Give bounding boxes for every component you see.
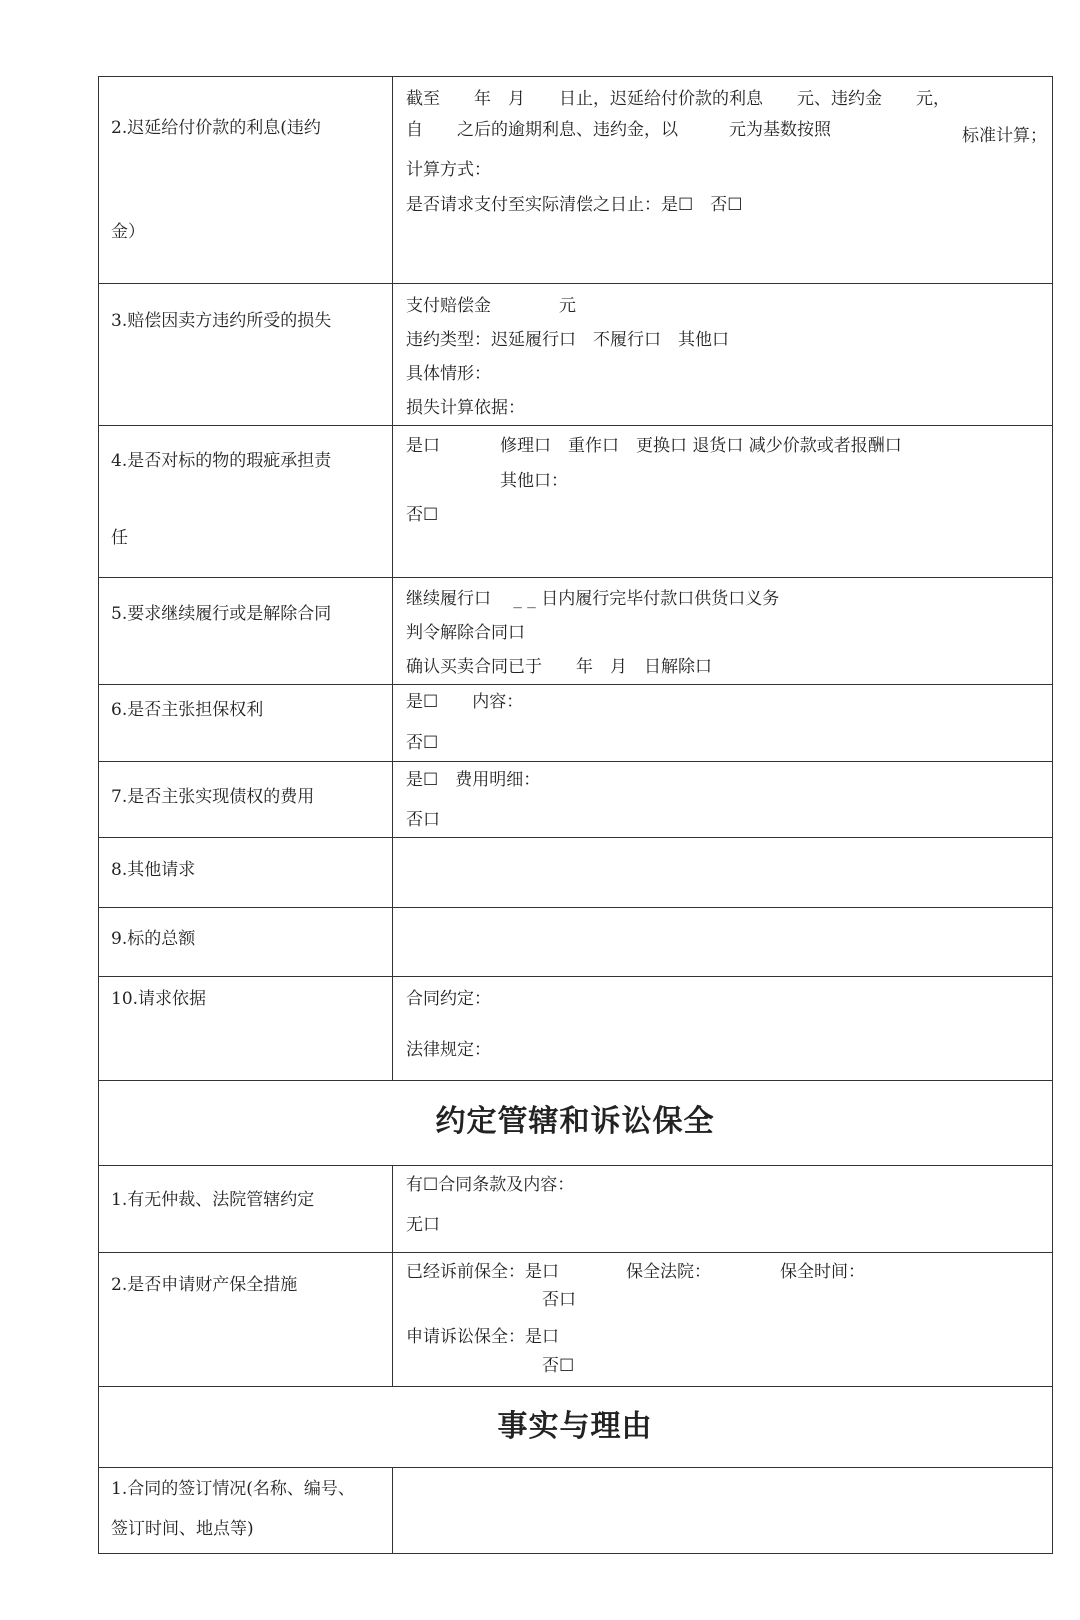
row4-yes: 是口 bbox=[406, 436, 440, 456]
row5-label: 5.要求继续履行或是解除合同 bbox=[111, 604, 332, 624]
row9-label: 9.标的总额 bbox=[111, 929, 196, 949]
preservation-pre-no: 否口 bbox=[542, 1290, 576, 1310]
row5-line3: 确认买卖合同已于 年 月 日解除口 bbox=[406, 657, 712, 677]
jurisdiction-row1-no: 无口 bbox=[406, 1215, 440, 1235]
jurisdiction-row1-label: 1.有无仲裁、法院管辖约定 bbox=[111, 1190, 315, 1210]
row3-line2: 违约类型：迟延履行口 不履行口 其他口 bbox=[406, 330, 729, 350]
table-border-right bbox=[1052, 76, 1053, 1554]
row-divider bbox=[98, 1252, 1053, 1253]
row4-label: 4.是否对标的物的瑕疵承担责 bbox=[111, 451, 332, 471]
row-divider bbox=[98, 1080, 1053, 1081]
preservation-court: 保全法院： bbox=[626, 1262, 711, 1282]
row3-line4: 损失计算依据： bbox=[406, 398, 525, 418]
row10-line2: 法律规定： bbox=[406, 1040, 491, 1060]
row6-label: 6.是否主张担保权利 bbox=[111, 700, 264, 720]
column-divider bbox=[392, 1165, 393, 1386]
row4-options: 修理口 重作口 更换口 退货口 减少价款或者报酬口 bbox=[500, 436, 902, 456]
jurisdiction-row1-yes: 有☐合同条款及内容： bbox=[406, 1175, 575, 1195]
row10-label: 10.请求依据 bbox=[111, 989, 207, 1009]
preservation-lit: 申请诉讼保全：是口 bbox=[406, 1327, 559, 1347]
section-title-facts: 事实与理由 bbox=[497, 1409, 653, 1444]
table-border-left bbox=[98, 76, 99, 1554]
row-divider bbox=[98, 761, 1053, 762]
row-divider bbox=[98, 837, 1053, 838]
row-divider bbox=[98, 907, 1053, 908]
row-divider bbox=[98, 1165, 1053, 1166]
row2-label: 2.迟延给付价款的利息(违约 bbox=[111, 118, 321, 138]
row4-label-cont: 任 bbox=[111, 528, 128, 548]
section-title-jurisdiction: 约定管辖和诉讼保全 bbox=[435, 1104, 715, 1139]
table-border-top bbox=[98, 76, 1053, 77]
row5-line1: 继续履行口 _ _ 日内履行完毕付款口供货口义务 bbox=[406, 589, 780, 609]
row2-line1: 截至 年 月 日止，迟延给付价款的利息 元、违约金 元， bbox=[406, 89, 950, 109]
column-divider bbox=[392, 1467, 393, 1553]
row2-line2: 自 之后的逾期利息、违约金，以 元为基数按照 bbox=[406, 120, 831, 140]
facts-row1-label-cont: 签订时间、地点等) bbox=[111, 1519, 254, 1539]
row3-line1: 支付赔偿金 元 bbox=[406, 296, 576, 316]
table-border-bottom bbox=[98, 1553, 1053, 1554]
preservation-label: 2.是否申请财产保全措施 bbox=[111, 1275, 298, 1295]
row4-other: 其他口： bbox=[500, 471, 568, 491]
row-divider bbox=[98, 976, 1053, 977]
row-divider bbox=[98, 684, 1053, 685]
row2-label-cont: 金） bbox=[111, 222, 145, 242]
row2-line4: 是否请求支付至实际清偿之日止：是☐ 否☐ bbox=[406, 195, 743, 215]
row10-line1: 合同约定： bbox=[406, 989, 491, 1009]
row3-line3: 具体情形： bbox=[406, 364, 491, 384]
row6-yes: 是☐ 内容： bbox=[406, 692, 524, 712]
row4-no: 否☐ bbox=[406, 505, 439, 525]
row-divider bbox=[98, 1386, 1053, 1387]
row-divider bbox=[98, 577, 1053, 578]
row3-label: 3.赔偿因卖方违约所受的损失 bbox=[111, 311, 332, 331]
preservation-pre: 已经诉前保全：是口 bbox=[406, 1262, 559, 1282]
row-divider bbox=[98, 1467, 1053, 1468]
column-divider bbox=[392, 76, 393, 1080]
row-divider bbox=[98, 425, 1053, 426]
row6-no: 否☐ bbox=[406, 733, 439, 753]
preservation-time: 保全时间： bbox=[780, 1262, 865, 1282]
preservation-lit-no: 否☐ bbox=[542, 1356, 575, 1376]
row2-line2-tail: 标准计算； bbox=[962, 126, 1047, 146]
row7-label: 7.是否主张实现债权的费用 bbox=[111, 787, 315, 807]
row2-line3: 计算方式： bbox=[406, 160, 491, 180]
row7-no: 否口 bbox=[406, 810, 440, 830]
row7-yes: 是☐ 费用明细： bbox=[406, 770, 541, 790]
row5-line2: 判令解除合同口 bbox=[406, 623, 525, 643]
row8-label: 8.其他请求 bbox=[111, 860, 196, 880]
row-divider bbox=[98, 283, 1053, 284]
facts-row1-label: 1.合同的签订情况(名称、编号、 bbox=[111, 1479, 355, 1499]
